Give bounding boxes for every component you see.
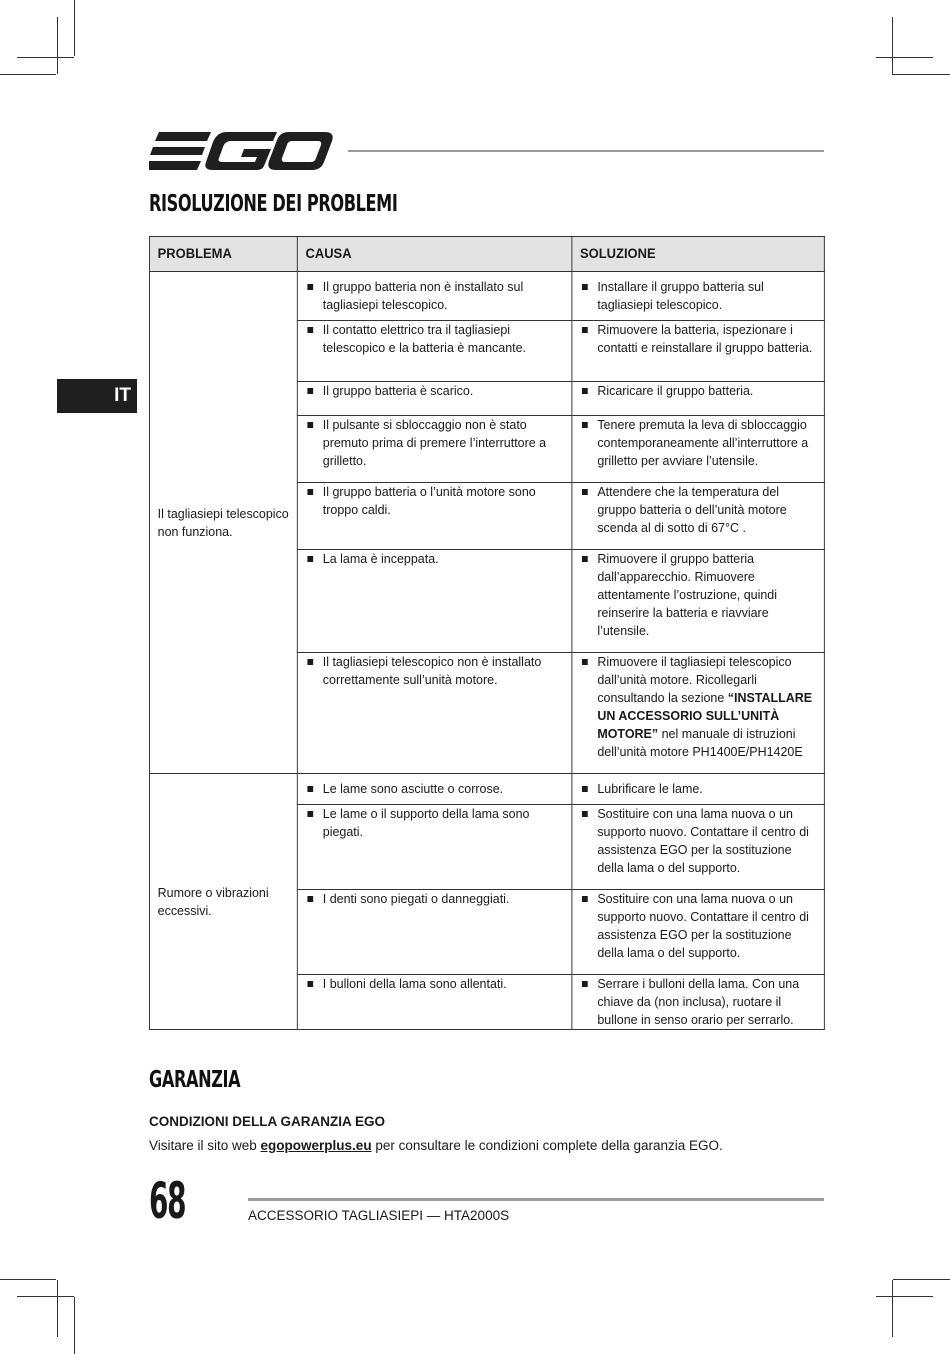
cause-item: Le lame o il supporto della lama sono piegati. bbox=[298, 805, 572, 841]
crop-mark bbox=[892, 74, 950, 75]
warranty-title: GARANZIA bbox=[149, 1067, 241, 1093]
crop-mark bbox=[74, 0, 75, 56]
warranty-text-before: Visitare il sito web bbox=[149, 1138, 261, 1153]
crop-mark bbox=[17, 1296, 74, 1297]
header-problem: PROBLEMA bbox=[149, 237, 297, 272]
solution-item: Serrare i bulloni della lama. Con una chiave da (non inclusa), ruotare il bullone in senso orario per serrarlo. bbox=[572, 975, 824, 1029]
table-row bbox=[149, 272, 824, 321]
table-header-row bbox=[149, 237, 824, 272]
solution-item: Sostituire con una lama nuova o un supporto nuovo. Contattare il centro di assistenza EGO per la sostituzione della lama o del supporto. bbox=[572, 805, 824, 877]
crop-mark bbox=[17, 57, 74, 58]
problem-cell: Il tagliasiepi telescopico non funziona. bbox=[149, 272, 297, 774]
crop-mark bbox=[876, 1296, 933, 1297]
header-rule bbox=[348, 150, 824, 152]
warranty-link[interactable]: egopowerplus.eu bbox=[260, 1138, 372, 1153]
solution-item: Ricaricare il gruppo batteria. bbox=[572, 382, 824, 400]
ego-logo bbox=[149, 128, 334, 174]
crop-mark bbox=[0, 1279, 56, 1280]
solution-item: Installare il gruppo batteria sul tagliasiepi telescopico. bbox=[572, 278, 824, 314]
solution-item: Sostituire con una lama nuova o un supporto nuovo. Contattare il centro di assistenza EGO per la sostituzione della lama o del supporto. bbox=[572, 890, 824, 962]
crop-mark bbox=[892, 1280, 893, 1337]
warranty-subtitle: CONDIZIONI DELLA GARANZIA EGO bbox=[149, 1114, 385, 1129]
cause-item: Il gruppo batteria o l’unità motore sono troppo caldi. bbox=[298, 483, 572, 519]
solution-item bbox=[572, 653, 824, 761]
solution-item: Tenere premuta la leva di sbloccaggio contemporaneamente all’interruttore a grilletto per avviare l’utensile. bbox=[572, 416, 824, 470]
cause-item: Il contatto elettrico tra il tagliasiepi telescopico e la batteria è mancante. bbox=[298, 321, 572, 357]
section-title: RISOLUZIONE DEI PROBLEMI bbox=[149, 191, 398, 217]
cause-item: La lama è inceppata. bbox=[298, 550, 572, 568]
header-cause: CAUSA bbox=[297, 237, 572, 272]
crop-mark bbox=[57, 1280, 58, 1337]
header-solution: SOLUZIONE bbox=[572, 237, 824, 272]
crop-mark bbox=[892, 17, 893, 74]
footer-rule bbox=[248, 1198, 824, 1201]
crop-mark bbox=[876, 57, 933, 58]
solution-item: Rimuovere la batteria, ispezionare i contatti e reinstallare il gruppo batteria. bbox=[572, 321, 824, 357]
cause-item: Il gruppo batteria è scarico. bbox=[298, 382, 572, 400]
crop-mark bbox=[893, 1279, 950, 1280]
page-number: 68 bbox=[149, 1172, 186, 1230]
cause-item: Il pulsante si sbloccaggio non è stato premuto prima di premere l’interruttore a grilletto. bbox=[298, 416, 572, 470]
warranty-text bbox=[149, 1138, 723, 1153]
cause-item: Il gruppo batteria non è installato sul tagliasiepi telescopico. bbox=[298, 278, 572, 314]
solution-text: Rimuovere il tagliasiepi telescopico dall’unità motore. Ricollegarli consultando la sezione bbox=[597, 654, 792, 705]
solution-item: Rimuovere il gruppo batteria dall’apparecchio. Rimuovere attentamente l’ostruzione, quindi reinserire la batteria e riavviare l’utensile. bbox=[572, 550, 824, 640]
language-tab: IT bbox=[57, 379, 137, 413]
crop-mark bbox=[74, 1297, 75, 1354]
footer-product: ACCESSORIO TAGLIASIEPI — HTA2000S bbox=[248, 1208, 510, 1223]
manual-section-reference: “INSTALLARE UN ACCESSORIO SULL’UNITÀ MOTORE” bbox=[597, 690, 813, 741]
cause-item: I denti sono piegati o danneggiati. bbox=[298, 890, 572, 908]
troubleshooting-table bbox=[149, 236, 825, 1030]
crop-mark bbox=[57, 17, 58, 74]
solution-text: nel manuale di istruzioni dell’unità motore PH1400E/PH1420E bbox=[597, 726, 803, 759]
cause-item: Le lame sono asciutte o corrose. bbox=[298, 780, 572, 798]
cause-item: Il tagliasiepi telescopico non è installato correttamente sull’unità motore. bbox=[298, 653, 572, 689]
warranty-text-after: per consultare le condizioni complete della garanzia EGO. bbox=[371, 1138, 723, 1153]
table-row bbox=[149, 774, 824, 805]
problem-cell: Rumore o vibrazioni eccessivi. bbox=[149, 774, 297, 1030]
crop-mark bbox=[0, 74, 56, 75]
solution-item: Lubrificare le lame. bbox=[572, 780, 824, 798]
solution-item: Attendere che la temperatura del gruppo batteria o dell’unità motore scenda al di sotto di 67°C . bbox=[572, 483, 824, 537]
cause-item: I bulloni della lama sono allentati. bbox=[298, 975, 572, 993]
